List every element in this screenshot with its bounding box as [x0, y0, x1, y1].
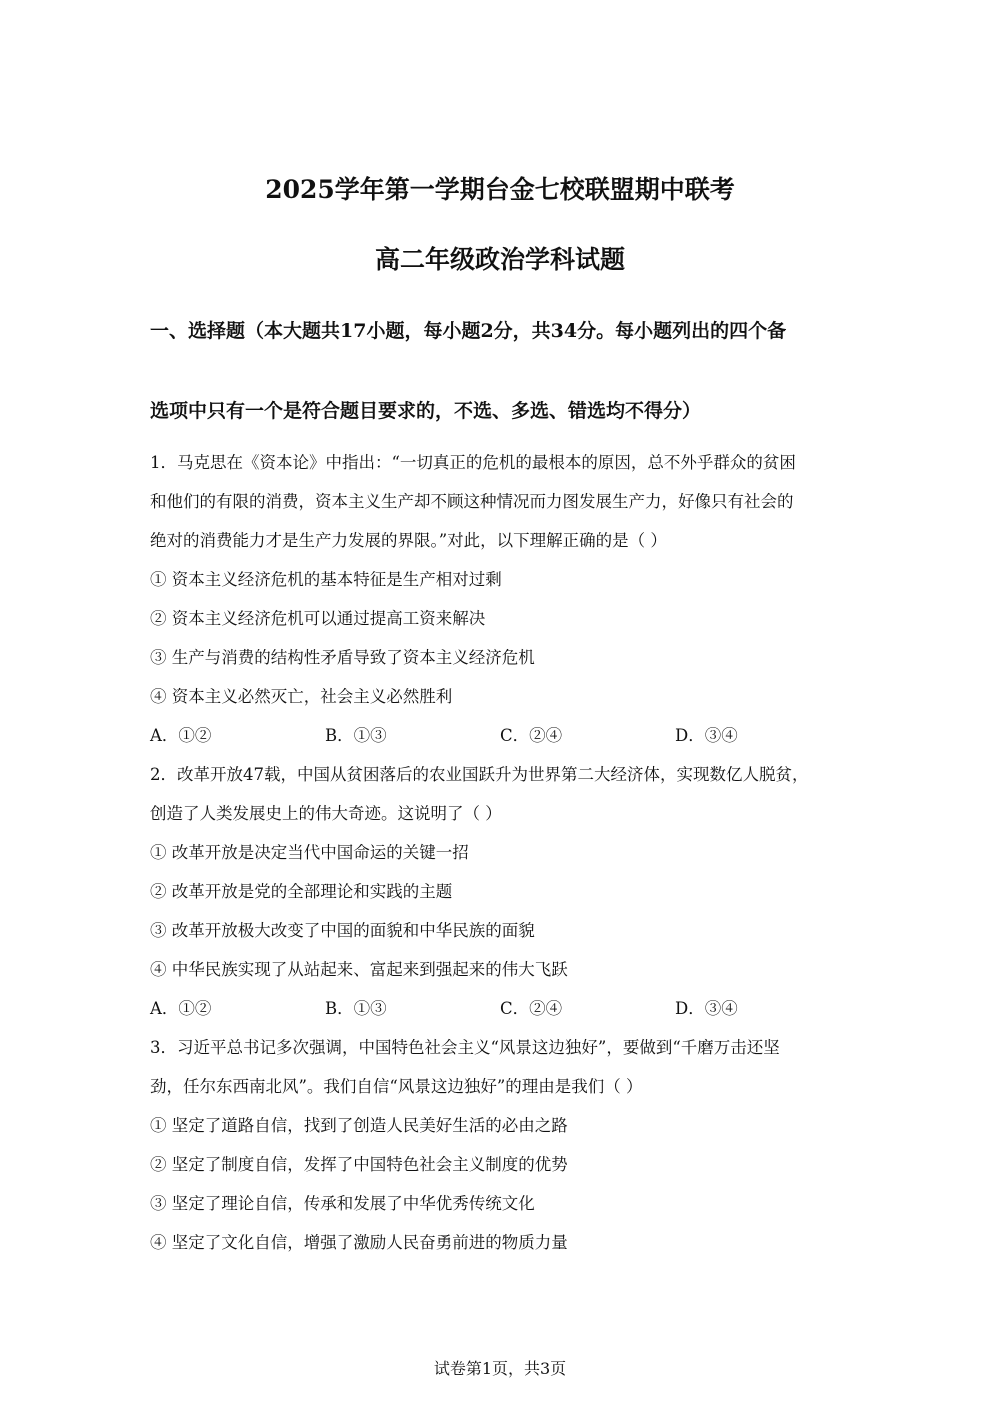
question-2-option-c: C．②④ — [500, 999, 563, 1018]
question-3-statement-4: ④ 坚定了文化自信，增强了激励人民奋勇前进的物质力量 — [150, 1233, 568, 1252]
question-2-option-b: B．①③ — [325, 999, 387, 1018]
question-2-statement-4: ④ 中华民族实现了从站起来、富起来到强起来的伟大飞跃 — [150, 960, 568, 979]
question-2-stem-line-2: 创造了人类发展史上的伟大奇迹。这说明了（ ） — [150, 804, 502, 823]
question-1-stem-line-3: 绝对的消费能力才是生产力发展的界限。”对此，以下理解正确的是（ ） — [150, 531, 667, 550]
question-3-stem-line-1: 3．习近平总书记多次强调，中国特色社会主义“风景这边独好”，要做到“千磨万击还坚 — [150, 1038, 780, 1057]
question-1-statement-3: ③ 生产与消费的结构性矛盾导致了资本主义经济危机 — [150, 648, 535, 667]
question-2-option-a: A．①② — [150, 999, 212, 1018]
question-1-statement-1: ① 资本主义经济危机的基本特征是生产相对过剩 — [150, 570, 502, 589]
question-2-statement-1: ① 改革开放是决定当代中国命运的关键一招 — [150, 843, 469, 862]
exam-subtitle: 高二年级政治学科试题 — [374, 245, 625, 274]
exam-title: 2025学年第一学期台金七校联盟期中联考 — [265, 175, 735, 204]
question-1-option-c: C．②④ — [500, 726, 563, 745]
question-3-statement-3: ③ 坚定了理论自信，传承和发展了中华优秀传统文化 — [150, 1194, 535, 1213]
question-2-stem-line-1: 2．改革开放47载，中国从贫困落后的农业国跃升为世界第二大经济体，实现数亿人脱贫， — [150, 765, 809, 784]
question-1-statement-4: ④ 资本主义必然灭亡，社会主义必然胜利 — [150, 687, 453, 706]
question-1-stem-line-2: 和他们的有限的消费，资本主义生产却不顾这种情况而力图发展生产力，好像只有社会的 — [150, 492, 794, 511]
section-header-line-2: 选项中只有一个是符合题目要求的，不选、多选、错选均不得分） — [150, 400, 702, 422]
question-3-stem-line-2: 劲，任尔东西南北风”。我们自信“风景这边独好”的理由是我们（ ） — [150, 1077, 643, 1096]
question-1-option-b: B．①③ — [325, 726, 387, 745]
question-3-statement-1: ① 坚定了道路自信，找到了创造人民美好生活的必由之路 — [150, 1116, 568, 1135]
question-2-option-d: D．③④ — [675, 999, 738, 1018]
section-header-line-1: 一、选择题（本大题共17小题，每小题2分，共34分。每小题列出的四个备 — [150, 320, 787, 342]
question-2-statement-2: ② 改革开放是党的全部理论和实践的主题 — [150, 882, 453, 901]
question-1-statement-2: ② 资本主义经济危机可以通过提高工资来解决 — [150, 609, 486, 628]
page-footer: 试卷第1页，共3页 — [433, 1359, 567, 1378]
question-1-stem-line-1: 1．马克思在《资本论》中指出：“一切真正的危机的最根本的原因，总不外乎群众的贫困 — [150, 453, 796, 472]
question-2-statement-3: ③ 改革开放极大改变了中国的面貌和中华民族的面貌 — [150, 921, 535, 940]
question-3-statement-2: ② 坚定了制度自信，发挥了中国特色社会主义制度的优势 — [150, 1155, 568, 1174]
question-1-option-d: D．③④ — [675, 726, 738, 745]
question-1-option-a: A．①② — [150, 726, 212, 745]
